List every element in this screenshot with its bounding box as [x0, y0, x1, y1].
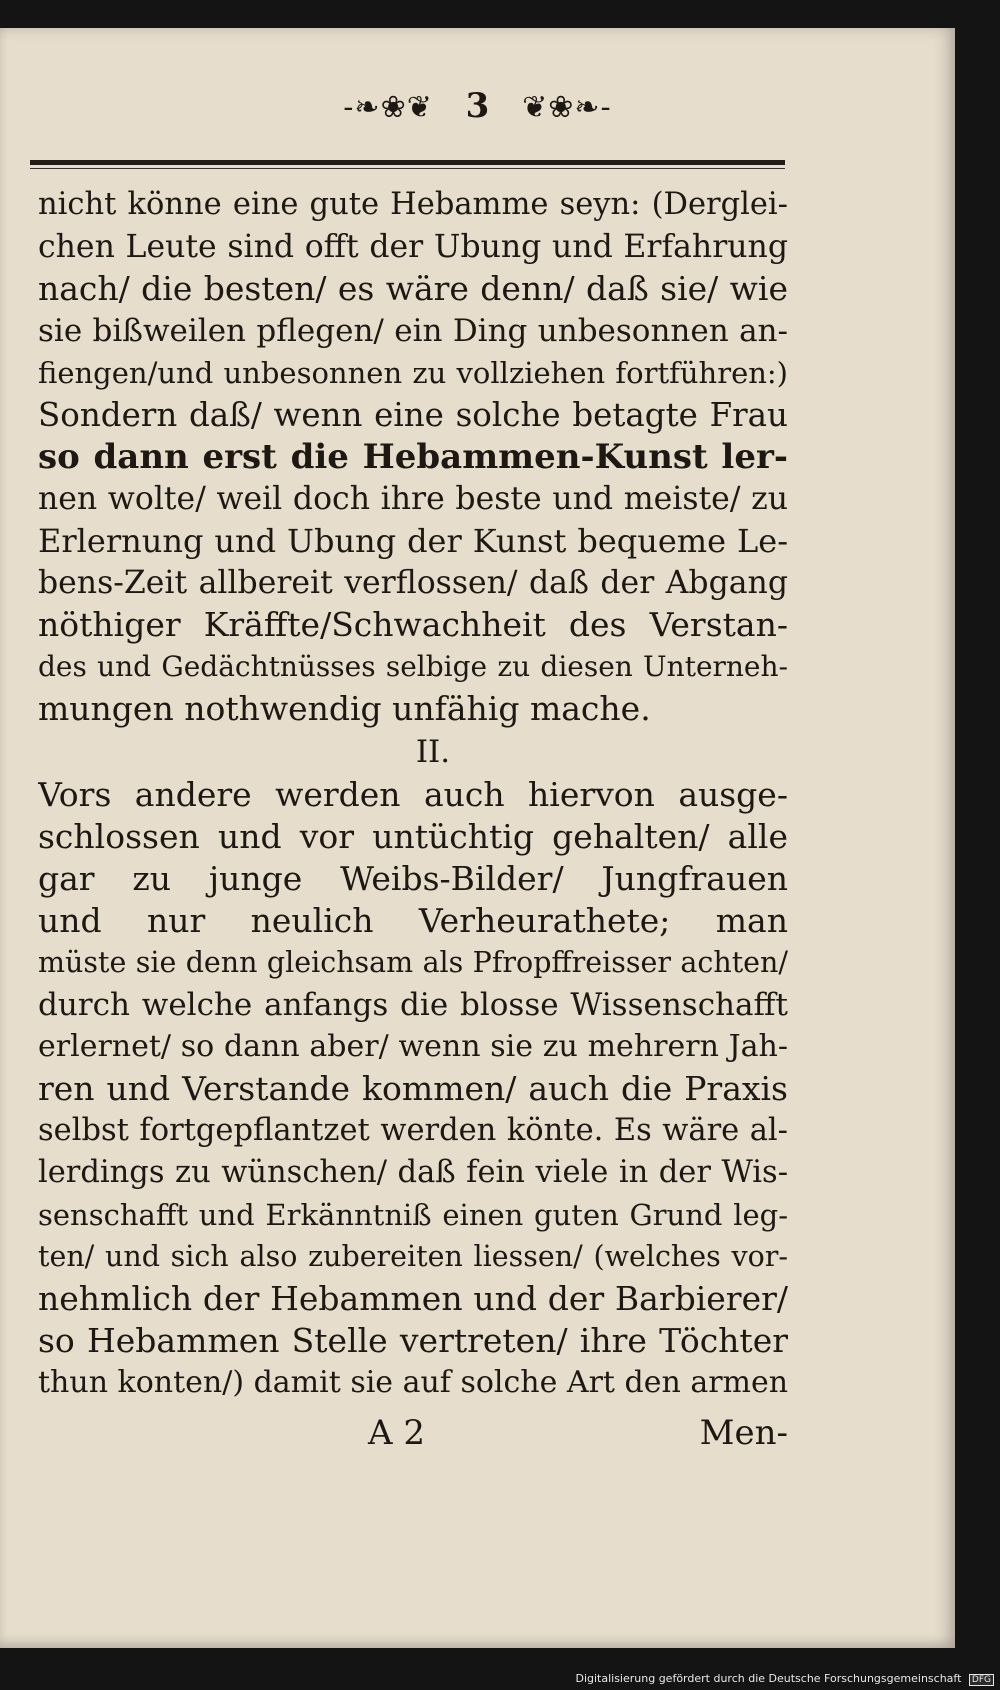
text-line: sie bißweilen pflegen/ ein Ding unbesonnen an- — [38, 313, 788, 349]
text-line: müste sie denn gleichsam als Pfropffreisser achten/ — [38, 946, 788, 979]
dfg-logo-icon: DFG — [969, 1674, 994, 1686]
text-line: chen Leute sind offt der Ubung und Erfahrung — [38, 229, 788, 265]
text-line: durch welche anfangs die blosse Wissenschafft — [38, 987, 788, 1023]
text-line: senschafft und Erkänntniß einen guten Grund leg- — [38, 1198, 788, 1232]
text-line: des und Gedächtnüsses selbige zu diesen Unterneh- — [38, 650, 788, 683]
page-footer — [38, 1408, 788, 1458]
text-line: Erlernung und Ubung der Kunst bequeme Le- — [38, 522, 788, 560]
text-line: so Hebammen Stelle vertreten/ ihre Töchter — [38, 1321, 788, 1360]
page-number: 3 — [465, 86, 490, 126]
text-line: thun konten/) damit sie auf solche Art den armen — [38, 1365, 788, 1400]
text-line: ren und Verstande kommen/ auch die Praxis — [38, 1069, 788, 1108]
signature-mark: A 2 — [368, 1413, 425, 1453]
text-line: fiengen/und unbesonnen zu vollziehen fortführen:) — [38, 356, 788, 390]
catchword: Men- — [699, 1413, 788, 1453]
text-line: und nur neulich Verheurathete; man — [38, 901, 788, 940]
text-line: Sondern daß/ wenn eine solche betagte Frau — [38, 396, 788, 434]
text-line: nöthiger Kräffte/Schwachheit des Verstan- — [38, 605, 788, 644]
text-line: lerdings zu wünschen/ daß fein viele in der Wis- — [38, 1155, 788, 1190]
text-line: nen wolte/ weil doch ihre beste und meiste/ zu — [38, 481, 788, 517]
text-line: erlernet/ so dann aber/ wenn sie zu mehrern Jah- — [38, 1029, 788, 1064]
text-line: ten/ und sich also zubereiten liessen/ (welches vor- — [38, 1240, 788, 1273]
text-line: schlossen und vor untüchtig gehalten/ alle — [38, 817, 788, 856]
text-line: nehmlich der Hebammen und der Barbierer/ — [38, 1279, 788, 1318]
text-line: mungen nothwendig unfähig mache. — [38, 689, 651, 728]
header-rule — [30, 160, 785, 165]
digitization-credit — [575, 1672, 994, 1686]
section-number: II. — [415, 734, 451, 770]
ornament-right-icon: ❦❀❧- — [522, 90, 612, 125]
text-line: gar zu junge Weibs-Bilder/ Jungfrauen — [38, 859, 788, 898]
text-line: Vors andere werden auch hiervon ausge- — [38, 775, 788, 814]
header-rule-thin — [30, 168, 785, 169]
text-line: so dann erst die Hebammen-Kunst ler- — [38, 437, 788, 477]
running-head — [0, 86, 955, 128]
credit-text: Digitalisierung gefördert durch die Deutsche Forschungsgemeinschaft — [575, 1672, 962, 1685]
text-line: bens-Zeit allbereit verflossen/ daß der Abgang — [38, 565, 788, 601]
page-body — [38, 184, 788, 1458]
ornament-left-icon: -❧❀❦ — [343, 90, 433, 125]
book-page — [0, 28, 955, 1648]
text-line: selbst fortgepflantzet werden könte. Es wäre al- — [38, 1113, 788, 1148]
text-line: nicht könne eine gute Hebamme seyn: (Derglei- — [38, 187, 788, 222]
text-line: nach/ die besten/ es wäre denn/ daß sie/ wie — [38, 269, 788, 308]
